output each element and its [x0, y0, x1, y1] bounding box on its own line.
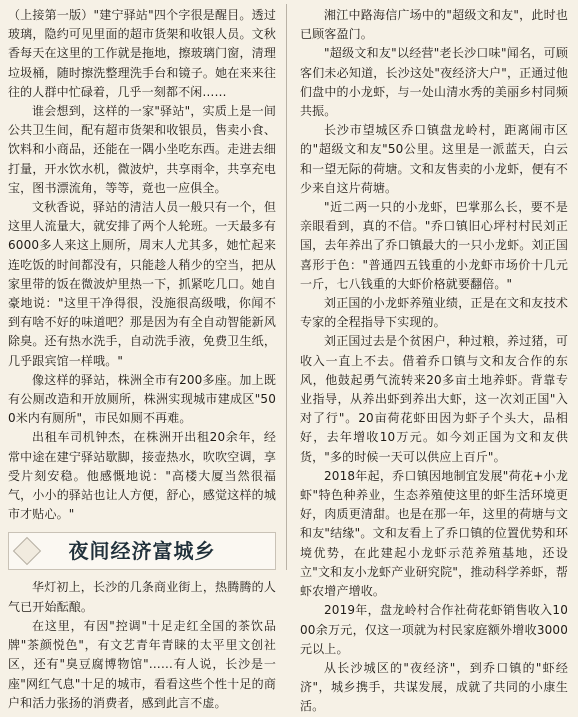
article-paragraph: 华灯初上，长沙的几条商业街上，热腾腾的人气已开始酝酿。 — [8, 580, 276, 614]
article-paragraph: 湘江中路海信广场中的"超级文和友"，此时也已顾客盈门。 — [300, 8, 568, 42]
article-paragraph: 刘正国过去是个贫困户，种过粮，养过猪，可收入一直上不去。借着乔口镇与文和友合作的东风，他鼓起勇气流转来20多亩土地养虾。背靠专业指导，从养出虾到养出大虾，这一次刘正国"入对了行"。20亩荷花虾田因为虾子个头大，品相好，去年增收10万元。如今刘正国为文和友供货，"多的时候一天可以供应上百斤"。 — [300, 334, 568, 464]
section-heading: 夜间经济富城乡 — [68, 538, 216, 563]
diamond-ornament-icon — [13, 537, 41, 565]
article-paragraph: 像这样的驿站，株洲全市有200多座。加上既有公厕改造和开放厕所，株洲实现城市建成区"500米内有厕所"，市民如厕不再难。 — [8, 372, 276, 426]
article-paragraph: 长沙市望城区乔口镇盘龙岭村，距离闹市区的"超级文和友"50公里。这里是一派蓝天，白云和一望无际的荷塘。文和友售卖的小龙虾，便有不少来自这片荷塘。 — [300, 123, 568, 195]
article-paragraph: （上接第一版）"建宁驿站"四个字很是醒目。透过玻璃，隐约可见里面的超市货架和收银人员。文秋香每天在这里的工作就是拖地，擦玻璃门窗，清理垃圾桶，随时擦洗整理洗手台和镜子。她在来来往往的人群中忙碌着，几乎一刻都不闲…… — [8, 8, 276, 99]
article-paragraph: 2019年，盘龙岭村合作社荷花虾销售收入1000余万元，仅这一项就为村民家庭额外增收3000元以上。 — [300, 603, 568, 656]
article-paragraph: 从长沙城区的"夜经济"，到乔口镇的"虾经济"，城乡携手，共谋发展，成就了共同的小康生活。 — [300, 660, 568, 714]
article-paragraph: "超级文和友"以经营"老长沙口味"闻名，可顾客们未必知道，长沙这处"夜经济大户"，正通过他们盘中的小龙虾，与一处山清水秀的美丽乡村同频共振。 — [300, 46, 568, 119]
section-heading-box — [8, 532, 276, 570]
article-paragraph: 出租车司机钟杰，在株洲开出租20余年，经常中途在建宁驿站歇脚，接壶热水，吹吹空调，享受片刻安稳。他感慨地说："高楼大厦当然很福气，小小的驿站也让人方便，舒心，感觉这样的城市才贴心。" — [8, 430, 276, 522]
left-column — [8, 6, 276, 713]
article-paragraph: 2018年起，乔口镇因地制宜发展"荷花+小龙虾"特色种养业，生态养殖使这里的虾生活环境更好，肉质更清甜。也是在那一年，这里的荷塘与文和友"结缘"。文和友看上了乔口镇的位置优势和环境优势，在此建起小龙虾示范养殖基地，还设立"文和友小龙虾产业研究院"，推动科学养虾，帮虾农增产增收。 — [300, 468, 568, 599]
column-divider — [286, 4, 287, 570]
right-column — [300, 6, 568, 717]
article-paragraph: "近二两一只的小龙虾，巴掌那么长，要不是亲眼看到，真的不信。"乔口镇旧心坪村村民刘正国，去年养出了乔口镇最大的一只小龙虾。刘正国喜形于色："普通四五钱重的小龙虾市场价十几元一斤，七八钱重的大虾价格就要翻倍。" — [300, 200, 568, 291]
article-paragraph: 谁会想到，这样的一家"驿站"，实质上是一间公共卫生间，配有超市货架和收银员，售卖小食、饮料和小商品，还能在一隅小坐吃东西。走进去细打量，开水饮水机，微波炉，共享雨伞，共享充电宝，图书漂流角，等等，竟也一应俱全。 — [8, 104, 276, 195]
article-paragraph: 文秋香说，驿站的清洁人员一般只有一个，但这里人流量大，就安排了两个人轮班。一天最多有6000多人来这上厕所，周末人尤其多，她忙起来连吃饭的时间都没有，只能趁人稍少的空当，把从家里带的饭在微波炉里热一下，抓紧吃几口。她自豪地说："这里干净得很，没施很高级哦，你闻不到有啥不好的味道吧？那是因为有全自动智能新风除臭。还有热水洗手，自动洗手液，免费卫生纸，几乎跟宾馆一样哦。" — [8, 200, 276, 368]
article-paragraph: 在这里，有因"控调"十足走红全国的茶饮品牌"茶颜悦色"，有文艺青年青睐的太平里文创社区，还有"臭豆腐博物馆"……有人说，长沙是一座"网红气息"十足的城市，看看这些个性十足的商户和活力张扬的消费者，感到此言不虚。 — [8, 618, 276, 710]
article-paragraph: 刘正国的小龙虾养殖业绩，正是在文和友技术专家的全程指导下实现的。 — [300, 296, 568, 330]
